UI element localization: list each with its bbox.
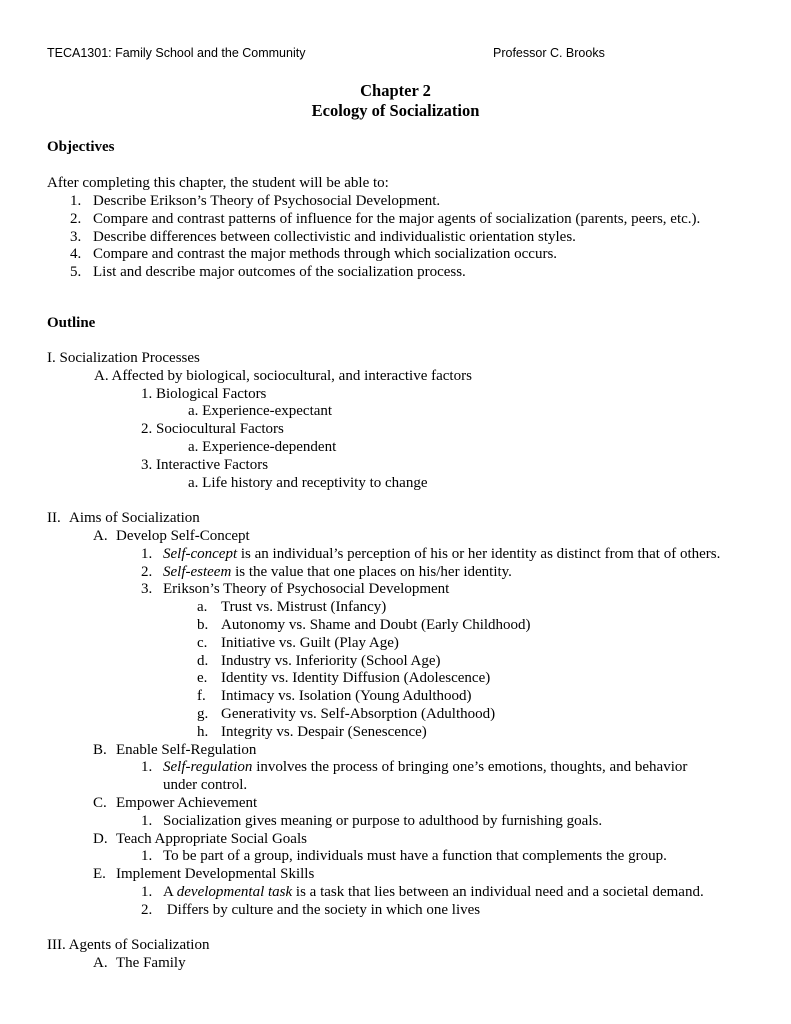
item-letter: A.	[93, 955, 108, 972]
stage-letter: a.	[197, 599, 208, 616]
objective-text: Compare and contrast the major methods through which socialization occurs.	[93, 246, 558, 263]
stage-text: Integrity vs. Despair (Senescence)	[221, 723, 427, 740]
item-letter: B.	[93, 741, 107, 758]
stage-text: Trust vs. Mistrust (Infancy)	[221, 599, 387, 616]
objectives-intro: After completing this chapter, the student will be able to:	[47, 175, 389, 191]
key-term: Self-esteem	[163, 563, 232, 580]
item-text: A	[163, 883, 177, 900]
stage-text: Autonomy vs. Shame and Doubt (Early Childhood)	[221, 616, 531, 633]
section-title: Aims of Socialization	[69, 510, 200, 527]
chapter-title: Ecology of Socialization	[311, 101, 480, 120]
item-number: 1.	[141, 759, 153, 776]
stage-text: Industry vs. Inferiority (School Age)	[221, 652, 441, 669]
objective-item	[47, 246, 700, 264]
item-letter: A.	[93, 527, 108, 544]
instructor-header: Professor C. Brooks	[493, 46, 605, 60]
outline-body	[47, 350, 767, 973]
outline-item-2A1	[47, 546, 767, 564]
objective-text: List and describe major outcomes of the socialization process.	[93, 264, 466, 281]
outline-item-1a1a: a. Experience-expectant	[188, 403, 333, 420]
outline-item-2C1	[47, 813, 767, 831]
item-letter: E.	[93, 866, 106, 883]
item-text: is the value that one places on his/her identity.	[231, 563, 512, 580]
item-text: To be part of a group, individuals must have a function that complements the group.	[163, 848, 667, 865]
item-number: 1.	[141, 545, 153, 562]
objective-number: 2.	[70, 210, 82, 227]
objective-text: Describe Erikson’s Theory of Psychosocial Development.	[93, 193, 441, 209]
item-text: Implement Developmental Skills	[116, 866, 315, 883]
outline-item-1a3: 3. Interactive Factors	[141, 456, 269, 473]
outline-item-2C	[47, 795, 767, 813]
outline-item-1a: A. Affected by biological, sociocultural, and interactive factors	[94, 367, 472, 384]
chapter-number: Chapter 2	[360, 81, 431, 100]
outline-item-2E	[47, 866, 767, 884]
outline-item-3A	[47, 955, 767, 973]
objective-text: Compare and contrast patterns of influence for the major agents of socialization (parents, peers, etc.).	[93, 210, 701, 227]
objective-number: 3.	[70, 228, 82, 245]
outline-item-2E1	[47, 884, 767, 902]
objectives-list	[47, 193, 700, 282]
item-text: is a task that lies between an individual need and a societal demand.	[292, 883, 704, 900]
item-text: is an individual’s perception of his or her identity as distinct from that of others.	[237, 545, 721, 562]
objective-number: 1.	[70, 193, 82, 209]
outline-item-1a1: 1. Biological Factors	[141, 385, 267, 402]
stage-item	[47, 635, 767, 653]
outline-item-2E2	[47, 902, 767, 920]
objective-item	[47, 193, 700, 211]
stage-item	[47, 724, 767, 742]
objective-number: 4.	[70, 246, 82, 263]
item-number: 1.	[141, 848, 153, 865]
item-text: Erikson’s Theory of Psychosocial Development	[163, 581, 450, 598]
stage-letter: g.	[197, 705, 209, 722]
outline-item-1a2: 2. Sociocultural Factors	[141, 421, 284, 438]
section-number: II.	[47, 510, 61, 527]
item-number: 2.	[141, 901, 153, 918]
objective-item	[47, 264, 700, 282]
outline-item-2A2	[47, 564, 767, 582]
item-text: involves the process of bringing one’s emotions, thoughts, and behavior	[252, 759, 688, 776]
outline-item-2A	[47, 528, 767, 546]
item-text: Develop Self-Concept	[116, 527, 250, 544]
stage-item	[47, 617, 767, 635]
stage-letter: h.	[197, 723, 209, 740]
item-text: Differs by culture and the society in which one lives	[163, 901, 481, 918]
stage-item	[47, 653, 767, 671]
objective-item	[47, 229, 700, 247]
item-text: The Family	[116, 955, 186, 972]
outline-item-2B1	[47, 759, 767, 777]
outline-item-1a3a: a. Life history and receptivity to change	[188, 474, 428, 491]
stage-text: Identity vs. Identity Diffusion (Adolescence)	[221, 670, 491, 687]
outline-section-2	[47, 510, 767, 528]
outline-item-1a2a: a. Experience-dependent	[188, 438, 337, 455]
item-text: Empower Achievement	[116, 794, 258, 811]
stage-text: Generativity vs. Self-Absorption (Adulthood)	[221, 705, 496, 722]
stage-letter: f.	[197, 688, 206, 705]
key-term: developmental task	[176, 883, 293, 900]
objective-item	[47, 211, 700, 229]
item-number: 2.	[141, 563, 153, 580]
key-term: Self-concept	[163, 545, 238, 562]
objective-number: 5.	[70, 264, 82, 281]
key-term: Self-regulation	[163, 759, 253, 776]
stage-letter: e.	[197, 670, 208, 687]
item-text: Socialization gives meaning or purpose to adulthood by furnishing goals.	[163, 812, 603, 829]
stage-item	[47, 706, 767, 724]
outline-heading: Outline	[47, 315, 96, 331]
objectives-heading: Objectives	[47, 139, 115, 155]
course-header: TECA1301: Family School and the Community	[47, 46, 306, 60]
outline-item-2A3	[47, 581, 767, 599]
stage-letter: c.	[197, 634, 208, 651]
item-number: 1.	[141, 812, 153, 829]
outline-section-1: I. Socialization Processes	[47, 350, 200, 366]
outline-item-2D	[47, 831, 767, 849]
stage-item	[47, 670, 767, 688]
outline-item-2B1-cont	[47, 777, 767, 795]
objective-text: Describe differences between collectivistic and individualistic orientation styles.	[93, 228, 576, 245]
item-text: Enable Self-Regulation	[116, 741, 257, 758]
outline-section-3: III. Agents of Socialization	[47, 937, 210, 954]
stage-item	[47, 688, 767, 706]
outline-item-2B	[47, 742, 767, 760]
stage-item	[47, 599, 767, 617]
stage-text: Initiative vs. Guilt (Play Age)	[221, 634, 399, 651]
item-letter: C.	[93, 794, 107, 811]
stage-text: Intimacy vs. Isolation (Young Adulthood)	[221, 688, 472, 705]
outline-item-2D1	[47, 848, 767, 866]
item-number: 1.	[141, 883, 153, 900]
item-number: 3.	[141, 581, 153, 598]
item-letter: D.	[93, 830, 108, 847]
item-text: Teach Appropriate Social Goals	[116, 830, 307, 847]
stage-letter: b.	[197, 616, 209, 633]
item-text: under control.	[163, 777, 248, 794]
stage-letter: d.	[197, 652, 209, 669]
